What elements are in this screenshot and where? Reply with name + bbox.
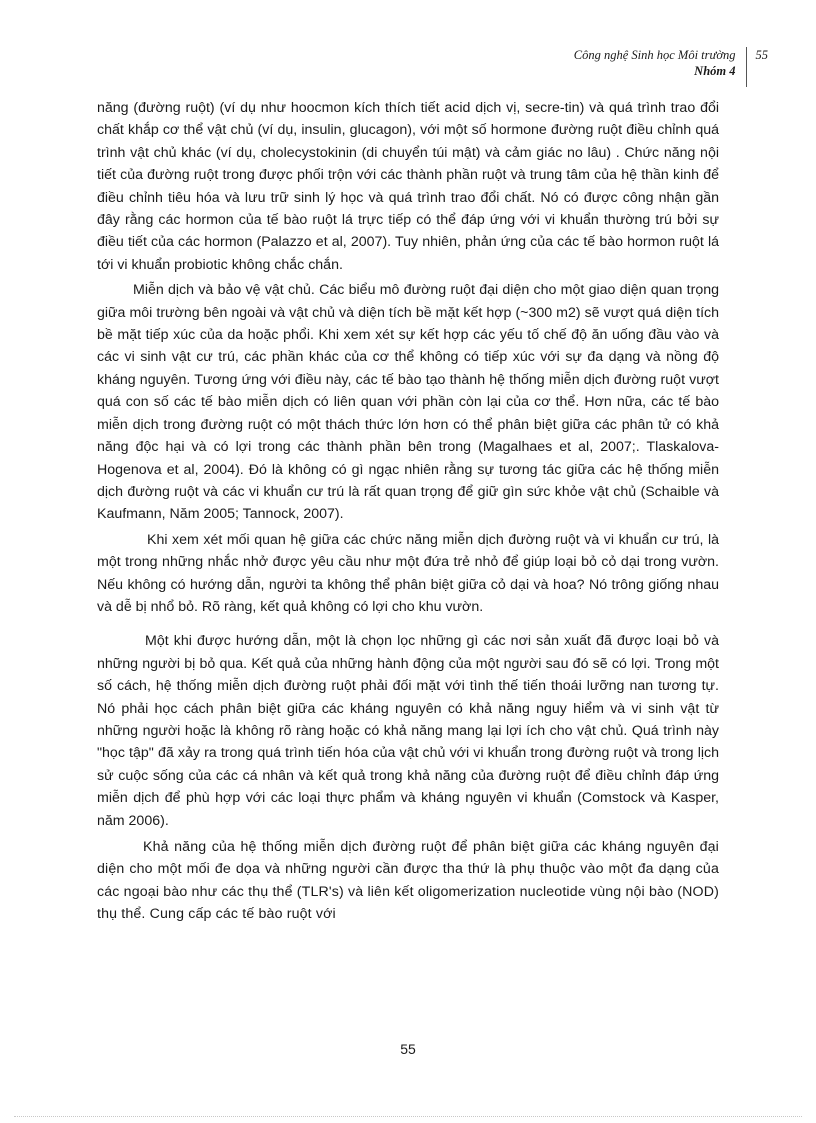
header-page-number: 55 [755,48,768,62]
header-text [574,47,747,87]
page-bottom-divider [14,1116,802,1117]
header-group: Nhóm 4 [694,64,736,78]
paragraph: Miễn dịch và bảo vệ vật chủ. Các biểu mô đường ruột đại diện cho một giao diện quan trọng giữa môi trường bên ngoài và vật chủ và diện tích bề mặt kết hợp (~300 m2) sẽ vượt quá diện tích bề mặt tiếp xúc của da hoặc phổi. Khi xem xét sự kết hợp các yếu tố chế độ ăn uống đầu vào và các vi sinh vật cư trú, các phần khác của cơ thể không có tiếp xúc với sự đa dạng và nồng độ kháng nguyên. Tương ứng với điều này, các tế bào tạo thành hệ thống miễn dịch đường ruột vượt quá con số các tế bào miễn dịch có liên quan với phần còn lại của cơ thể. Hơn nữa, các tế bào miễn dịch trong đường ruột có một thách thức lớn hơn có thể phân biệt giữa các phân tử có khả năng độc hại và có lợi trong các thành phần bên trong (Magalhaes et al, 2007;. Tlaskalova-Hogenova et al, 2004). Đó là không có gì ngạc nhiên rằng sự tương tác giữa các hệ thống miễn dịch đường ruột và các vi khuẩn cư trú là rất quan trọng để giữ gìn sức khỏe vật chủ (Schaible và Kaufmann, Năm 2005; Tannock, 2007). [97,282,719,523]
paragraph: Khả năng của hệ thống miễn dịch đường ruột để phân biệt giữa các kháng nguyên đại diện cho một mối đe dọa và những người cần được tha thứ là phụ thuộc vào một đa dạng của các ngoại bào như các thụ thể (TLR's) và liên kết oligomerization nucleotide vùng nội bào (NOD) thụ thể. Cung cấp các tế bào ruột với [97,839,719,923]
header-title: Công nghệ Sinh học Môi trường [573,48,736,62]
paragraph: Khi xem xét mối quan hệ giữa các chức năng miễn dịch đường ruột và vi khuẩn cư trú, là một trong những nhắc nhở được yêu cầu như một đứa trẻ nhỏ để giúp loại bỏ cỏ dại trong vườn. Nếu không có hướng dẫn, người ta không thể phân biệt giữa cỏ dại và hoa? Nó trông giống nhau và dễ bị nhổ bỏ. Rõ ràng, kết quả không có lợi cho khu vườn. [97,531,719,615]
document-body [97,97,719,926]
paragraph: năng (đường ruột) (ví dụ như hoocmon kích thích tiết acid dịch vị, secre-tin) và quá trình trao đổi chất khắp cơ thể vật chủ (ví dụ, insulin, glucagon), với một số hormone đường ruột điều chỉnh quá trình vật chủ khác (ví dụ, cholecystokinin (di chuyển túi mật) và cảm giác no lâu) . Chức năng nội tiết của đường ruột trong được phối trộn với các thành phần ruột và trung tâm của hệ thần kinh để điều chỉnh tiêu hóa và lưu trữ sinh lý học và quá trình trao đổi chất. Nó có được công nhận gần đây rằng các hormon của tế bào ruột lá trực tiếp có thể đáp ứng với vi khuẩn thường trú bởi sự điều tiết của các hormon (Palazzo et al, 2007). Tuy nhiên, phản ứng của các tế bào hormon ruột lá tới vi khuẩn probiotic không chắc chắn. [97,100,719,273]
page-number: 55 [400,1041,416,1057]
paragraph: Một khi được hướng dẫn, một là chọn lọc những gì các nơi sản xuất đã được loại bỏ và những người bị bỏ qua. Kết quả của những hành động của một người sau đó sẽ có lợi. Trong một số cách, hệ thống miễn dịch đường ruột phải đối mặt với tình thế tiến thoái lưỡng nan tương tự. Nó phải học cách phân biệt giữa các kháng nguyên có khả năng nguy hiểm và vi sinh vật từ những người hoặc là không rõ ràng hoặc có khả năng mang lại lợi ích cho vật chủ. Quá trình này "học tập" đã xảy ra trong quá trình tiến hóa của vật chủ với vi khuẩn trong đường ruột và trong lịch sử cuộc sống của các cá nhân và kết quả trong khả năng của đường ruột để điều chỉnh đáp ứng miễn dịch để phù hợp với các loại thực phẩm và kháng nguyên vi khuẩn (Comstock và Kasper, năm 2006). [97,633,719,829]
running-header [574,47,768,87]
